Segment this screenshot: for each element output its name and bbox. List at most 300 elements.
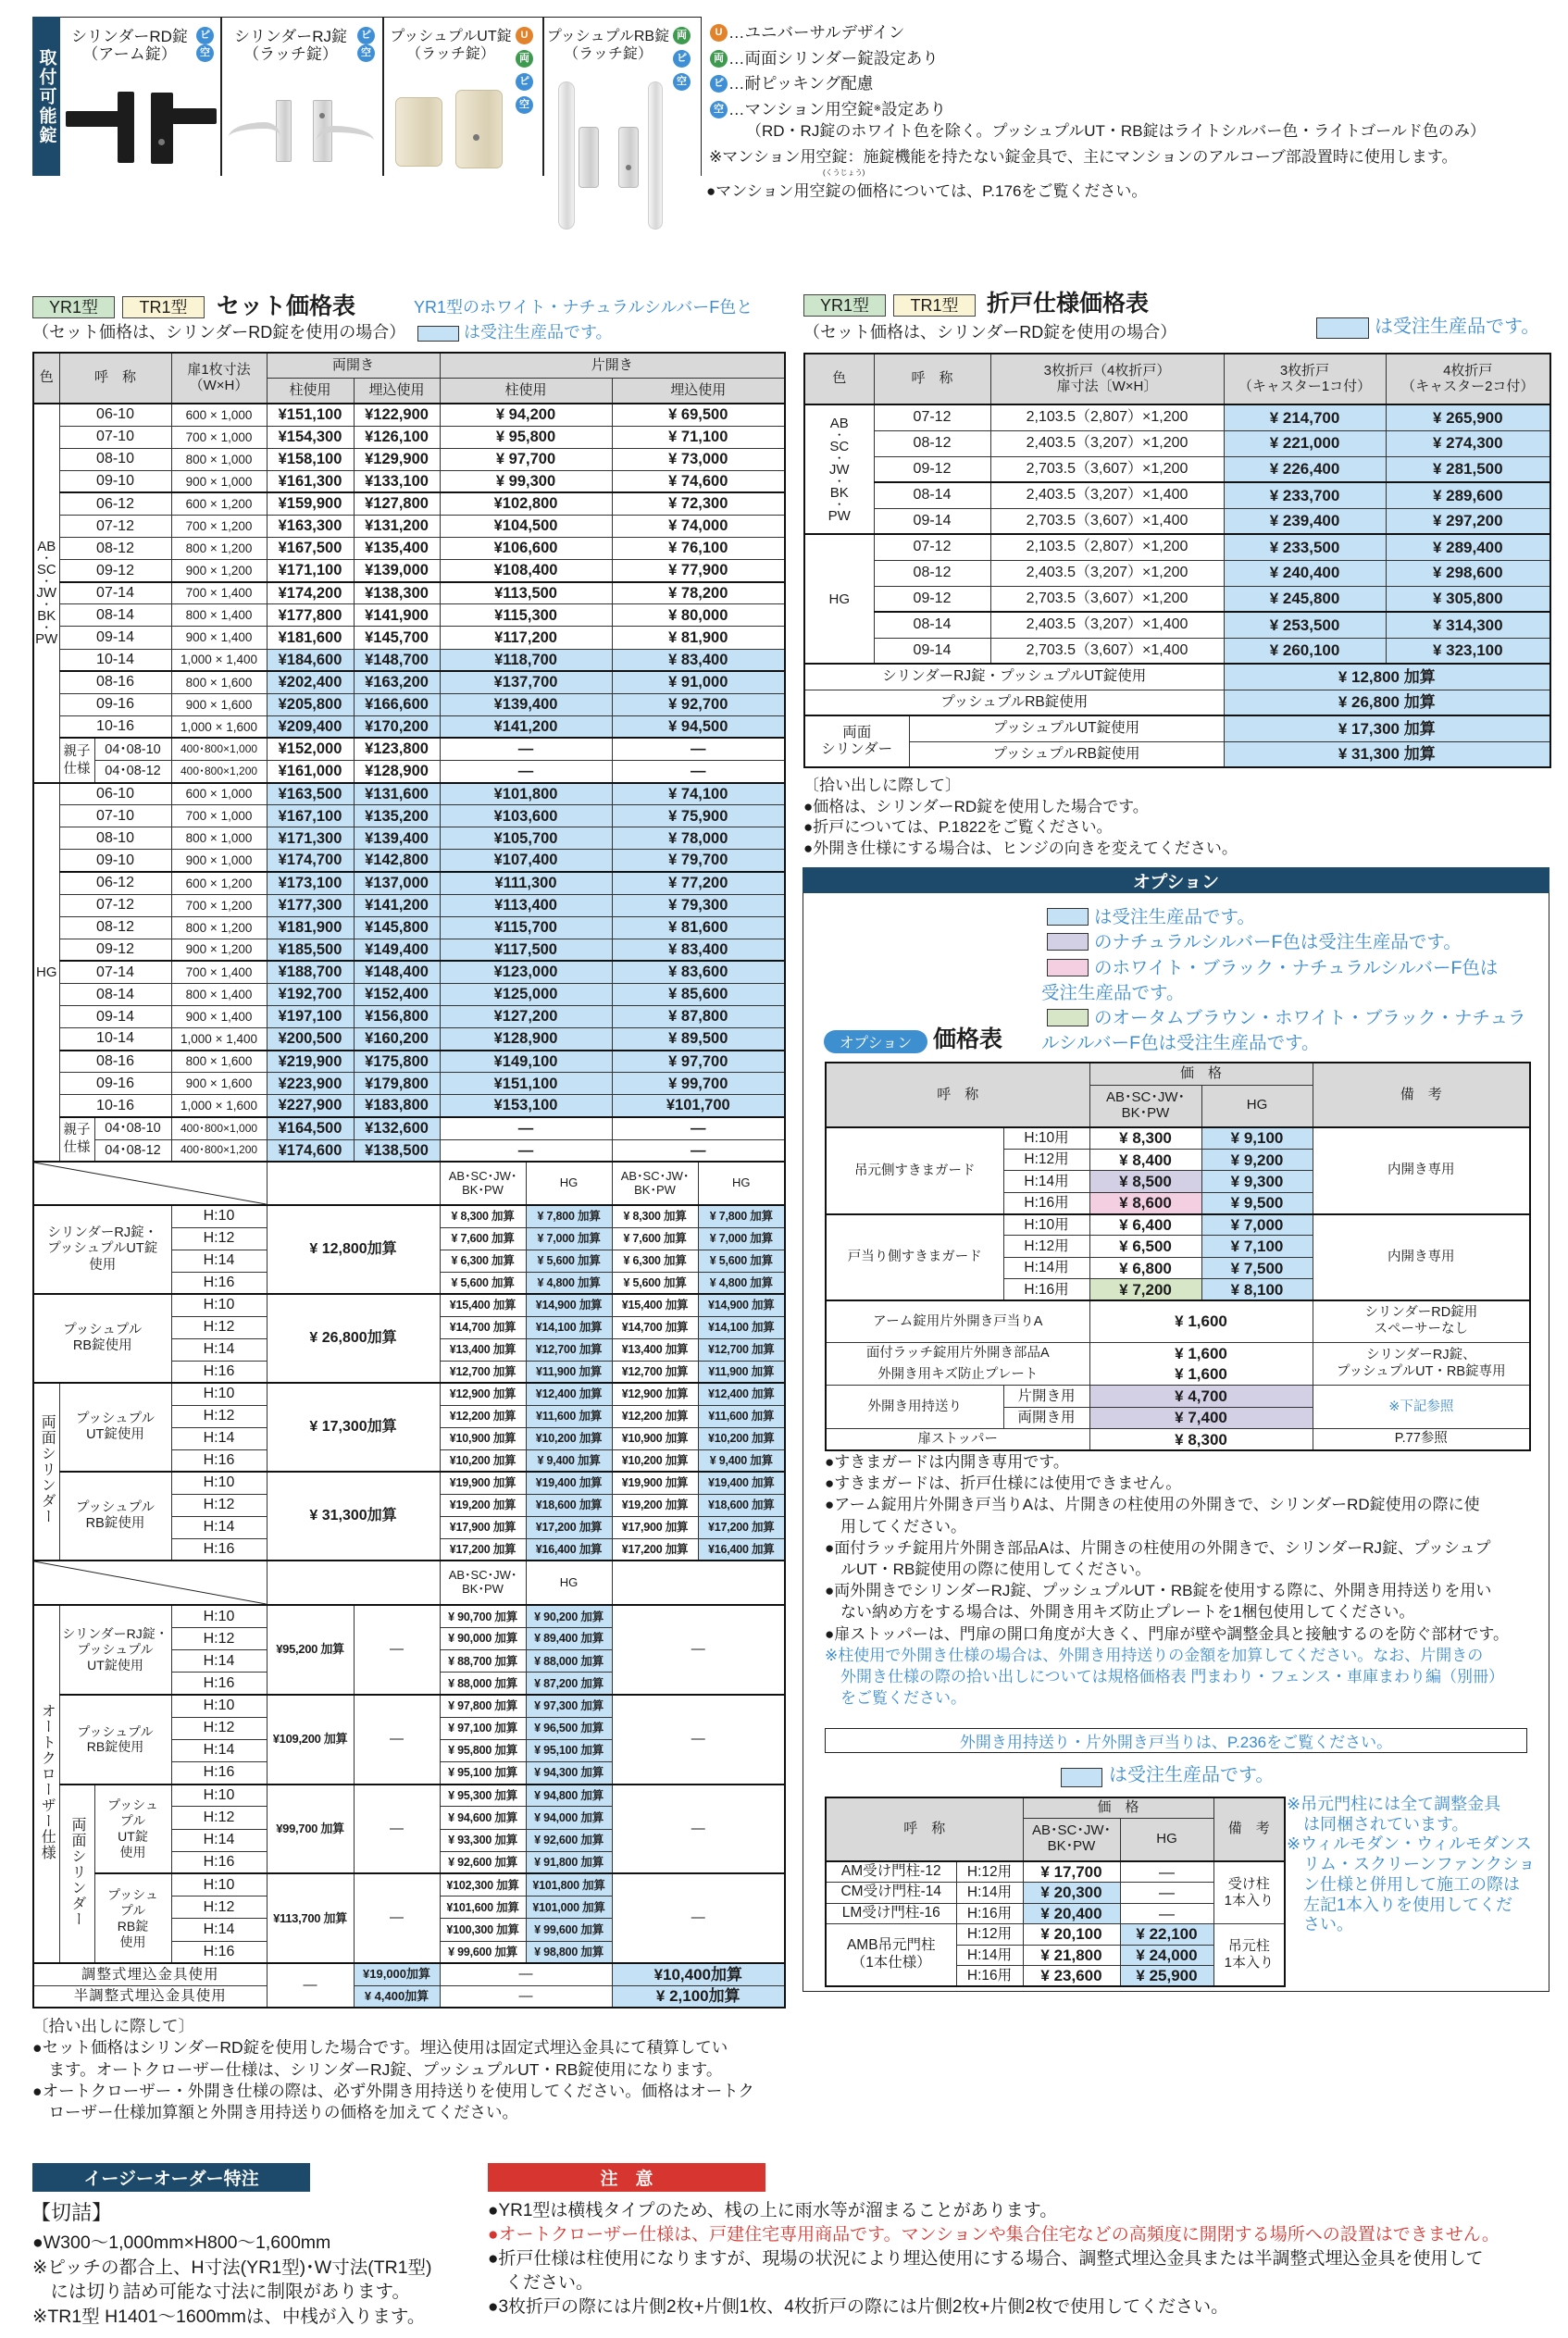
lock-type-rj: （ラッチ錠） — [243, 45, 338, 63]
option-name: 吊元側すきまガード — [826, 1127, 1003, 1214]
cut-down-heading: 【切詰】 — [31, 2201, 113, 2224]
note-item: ●両外開きでシリンダーRJ錠、プッシュプルUT・RB錠を使用する際に、外開き用持送りを用い ない納め方をする場合は、外開き用キズ防止プレートを1梱包使用してください。 — [825, 1582, 1492, 1622]
door-size: 900 × 1,400 — [171, 1006, 267, 1028]
color-swatch — [1047, 959, 1089, 976]
caution-item-emphasis: ●オートクローザー仕様は、戸建住宅専用商品です。マンションや集合住宅などの高頻度に開閉する場所への設置はできません。 — [488, 2225, 1500, 2245]
price-row — [33, 850, 785, 872]
height-label: H:12 — [171, 1227, 267, 1250]
color-group — [804, 404, 874, 534]
lock-type-ut: （ラッチ錠） — [406, 46, 495, 62]
price-3-panel: ¥ 221,000 — [1224, 430, 1386, 456]
surcharge-row — [33, 1383, 785, 1405]
autocloser-value: ¥100,300 加算 — [440, 1919, 526, 1941]
not-available-dash: — — [440, 1963, 612, 1985]
height-label: H:16 — [171, 1673, 267, 1695]
surcharge-value: ¥ 5,600 加算 — [526, 1250, 612, 1272]
autocloser-value: ¥ 96,500 加算 — [526, 1717, 612, 1739]
price-double-pillar: ¥158,100 — [267, 448, 354, 470]
price-double-embed: ¥156,800 — [354, 1006, 440, 1028]
set-price-table-title: セット価格表 — [217, 293, 356, 319]
price-double-embed: ¥141,200 — [354, 894, 440, 916]
lock-name-rj: シリンダーRJ錠 — [233, 28, 348, 45]
price-double-embed: ¥129,900 — [354, 448, 440, 470]
dummy-lock-badge-icon: 空 — [710, 101, 728, 118]
price: ¥ 1,600 — [1089, 1300, 1313, 1342]
price-row — [804, 482, 1550, 508]
price-row — [804, 456, 1550, 482]
header-double-embed: 埋込使用 — [354, 379, 440, 404]
autocloser-value: ¥ 90,000 加算 — [440, 1627, 526, 1649]
height-label: H:12用 — [1003, 1236, 1089, 1257]
price-double-embed: ¥123,800 — [354, 738, 440, 760]
price-4-panel: ¥ 289,600 — [1386, 482, 1550, 508]
price-hg: — — [1120, 1861, 1213, 1883]
autocloser-subheader — [33, 1561, 785, 1605]
model-code: 04･08-12 — [94, 1139, 171, 1162]
price-single-pillar: ¥105,700 — [440, 827, 612, 850]
height-label: H:14 — [171, 1739, 267, 1761]
surcharge-value: ¥ 6,300 加算 — [440, 1250, 526, 1272]
price-row — [804, 534, 1550, 560]
price-double-embed: ¥128,900 — [354, 761, 440, 783]
parent-child-label — [59, 738, 94, 782]
model-code: 07-12 — [874, 534, 990, 560]
header-color-ab: AB･SC･JW･ BK･PW — [1089, 1085, 1201, 1127]
price-single-pillar: ¥127,200 — [440, 1006, 612, 1028]
model-code: 09-12 — [874, 456, 990, 482]
price: ¥ 7,400 — [1089, 1407, 1313, 1428]
model-code: 08-14 — [59, 604, 171, 627]
post-name: AM受け門柱-12 — [826, 1861, 956, 1883]
price-row — [33, 671, 785, 693]
model-code: 06-12 — [59, 492, 171, 515]
dummy-lock-definition: ※マンション用空錠：施錠機能を持たない錠金具で、主にマンションのアルコーブ部設置時に使用します。 — [709, 148, 1458, 166]
legend-text: …耐ピッキング配慮 — [728, 74, 874, 93]
price-double-pillar: ¥173,100 — [267, 872, 354, 894]
header-double-door: 両開き — [267, 353, 440, 379]
legend-double-cylinder — [710, 49, 939, 68]
legend-anti-picking — [710, 74, 873, 93]
price-double-embed: ¥148,400 — [354, 961, 440, 983]
anti-picking-badge-icon: ピ — [196, 27, 214, 44]
color-column-header: HG — [698, 1162, 785, 1205]
double-cylinder-badge-icon: 両 — [673, 27, 691, 44]
options-section-header: オプション — [803, 867, 1549, 893]
rj-lock-photo — [227, 96, 380, 167]
autocloser-value: ¥ 94,000 加算 — [526, 1807, 612, 1829]
made-to-order-swatch — [417, 326, 459, 342]
surcharge-value: ¥17,200 加算 — [698, 1516, 785, 1538]
door-size: 600 × 1,200 — [171, 492, 267, 515]
price-double-embed: ¥135,400 — [354, 538, 440, 560]
surcharge-value: ¥17,200 加算 — [612, 1538, 698, 1561]
rd-lock-photo — [65, 89, 220, 167]
double-cylinder-label-text: 両面シリンダー — [69, 1816, 85, 1927]
color-group — [804, 534, 874, 664]
door-size: 1,000 × 1,600 — [171, 1095, 267, 1117]
price-hg: — — [1120, 1883, 1213, 1904]
option-name: 扉ストッパー — [826, 1429, 1089, 1450]
lock-badges-rd — [196, 27, 214, 62]
color-swatch — [1047, 1009, 1089, 1026]
surcharge-value: ¥ 7,600 加算 — [440, 1227, 526, 1250]
surcharge-value: ¥ 7,800 加算 — [526, 1205, 612, 1227]
price-3-panel: ¥ 233,500 — [1224, 534, 1386, 560]
surcharge-value: ¥11,600 加算 — [526, 1405, 612, 1427]
price-single-embed: ¥ 81,900 — [612, 627, 785, 649]
price-double-embed: ¥160,200 — [354, 1028, 440, 1051]
note-item: ●面付ラッチ錠用片外開き部品Aは、片開きの柱使用の外開きで、シリンダーRJ錠、プッシュプ ルUT・RB錠使用の際に使用してください。 — [825, 1538, 1491, 1579]
autocloser-value: ¥ 90,200 加算 — [526, 1605, 612, 1627]
price-single-pillar: ¥153,100 — [440, 1095, 612, 1117]
color-swatch — [1047, 933, 1089, 951]
remarks: シリンダーRJ錠、 プッシュプルUT・RB錠専用 — [1313, 1342, 1530, 1386]
door-size: 900 × 1,000 — [171, 470, 267, 492]
price-hg: ¥ 9,200 — [1201, 1149, 1313, 1170]
remarks: シリンダーRD錠用 スペーサーなし — [1313, 1300, 1530, 1342]
height-label: H:16用 — [1003, 1279, 1089, 1300]
surcharge-label: シリンダーRJ錠・プッシュプルUT錠使用 — [804, 664, 1224, 690]
price-double-pillar: ¥167,500 — [267, 538, 354, 560]
lock-type-label: シリンダーRJ錠・ プッシュプル UT錠使用 — [59, 1605, 171, 1695]
surcharge-value: ¥ 7,800 加算 — [698, 1205, 785, 1227]
dummy-lock-price-note: ●マンション用空錠の価格については、P.176をご覧ください。 — [706, 182, 1148, 200]
option-name: 外開き用キズ防止プレート — [826, 1364, 1089, 1386]
legend-dummy-lock: 空 …マンション用空錠 ※ 設定あり — [710, 100, 946, 118]
parent-child-label-line: 仕様 — [63, 1140, 91, 1156]
door-size: 1,000 × 1,400 — [171, 1028, 267, 1051]
door-size: 900 × 1,200 — [171, 939, 267, 961]
height-label: H:12 — [171, 1717, 267, 1739]
height-label: H:10 — [171, 1873, 267, 1896]
price-ab: ¥ 17,700 — [1023, 1861, 1120, 1883]
model-code: 08-16 — [59, 1051, 171, 1073]
price-double-embed: ¥132,600 — [354, 1117, 440, 1139]
price-single-pillar: — — [440, 738, 612, 760]
price-row — [33, 872, 785, 894]
note-item: ●すきまガードは内開き専用です。 — [825, 1453, 1069, 1471]
price-row — [33, 715, 785, 738]
price-row — [33, 604, 785, 627]
not-available-dash: — — [267, 1963, 354, 2008]
price-double-pillar: ¥209,400 — [267, 715, 354, 738]
surcharge-value: ¥14,700 加算 — [440, 1316, 526, 1338]
fold-price-table-subtitle: （セット価格は、シリンダーRD錠を使用の場合） — [803, 323, 1177, 342]
color-code: PW — [828, 507, 851, 524]
model-code: 09-14 — [59, 1006, 171, 1028]
surcharge-value: ¥12,700 加算 — [526, 1338, 612, 1361]
price-double-pillar: ¥174,700 — [267, 850, 354, 872]
made-to-order-notice: は受注生産品です。 — [1109, 1765, 1275, 1785]
price-row — [804, 560, 1550, 586]
price-single-pillar: — — [440, 761, 612, 783]
price-double-embed: ¥145,700 — [354, 627, 440, 649]
price-ab: ¥ 7,200 — [1089, 1279, 1201, 1300]
price-row — [33, 738, 785, 760]
price-row — [804, 430, 1550, 456]
surcharge-value: ¥14,100 加算 — [526, 1316, 612, 1338]
parent-child-label-line: 仕様 — [63, 761, 91, 777]
diagonal-header — [33, 1162, 267, 1205]
embed-hardware-row — [33, 1985, 785, 2008]
surcharge-total: ¥ 17,300加算 — [267, 1383, 440, 1472]
lock-name-rb: プッシュプルRB錠 — [546, 29, 670, 44]
model-code: 09-12 — [874, 586, 990, 612]
header-remarks: 備 考 — [1313, 1063, 1530, 1127]
price-row — [33, 693, 785, 715]
height-label: H:16 — [171, 1941, 267, 1963]
price: ¥ 1,600 — [1089, 1342, 1313, 1363]
price-single-pillar: ¥104,500 — [440, 515, 612, 537]
header-name: 呼 称 — [826, 1797, 1023, 1861]
model-code: 10-14 — [59, 1028, 171, 1051]
price-ab: ¥ 20,400 — [1023, 1903, 1120, 1924]
color-code: SC — [829, 438, 850, 454]
not-available-dash: — — [612, 1605, 785, 1695]
price-double-embed: ¥175,800 — [354, 1051, 440, 1073]
surcharge-value: ¥12,700 加算 — [440, 1361, 526, 1383]
surcharge-row — [33, 1472, 785, 1494]
color-code: SC — [36, 562, 56, 578]
price-row — [33, 1073, 785, 1095]
legend-text: は受注生産品です。 — [1094, 907, 1255, 927]
pull-bar — [558, 81, 575, 230]
price-double-pillar: ¥202,400 — [267, 671, 354, 693]
surcharge-value: ¥19,900 加算 — [440, 1472, 526, 1494]
diagonal-line — [34, 1163, 267, 1204]
price-single-pillar: ¥ 99,300 — [440, 470, 612, 492]
lever-handle — [172, 108, 217, 124]
door-size: 900 × 1,200 — [171, 560, 267, 582]
lock-badges-rj — [357, 27, 375, 62]
yr1-type-badge: YR1型 — [803, 294, 886, 317]
lock-type-label: プッシュプル RB錠使用 — [33, 1294, 171, 1383]
price-single-pillar: ¥106,600 — [440, 538, 612, 560]
price-single-embed: ¥ 91,000 — [612, 671, 785, 693]
blue-note: ※柱使用で外開き仕様の場合は、外開き用持送りの金額を加算してください。なお、片開きの 外開き仕様の際の拾い出しについては規格価格表 門まわり・フェンス・車庫まわり編（別冊） をご覧ください。 — [825, 1646, 1505, 1708]
header-single-pillar: 柱使用 — [440, 379, 612, 404]
price-single-pillar: ¥102,800 — [440, 492, 612, 515]
price-double-embed: ¥179,800 — [354, 1073, 440, 1095]
autocloser-value: ¥ 94,300 加算 — [526, 1762, 612, 1785]
price-single-pillar: ¥149,100 — [440, 1051, 612, 1073]
header-name: 呼 称 — [874, 354, 990, 404]
price-double-pillar: ¥177,300 — [267, 894, 354, 916]
surcharge-total: ¥ 26,800加算 — [267, 1294, 440, 1383]
embed-double-value: ¥ 4,400加算 — [354, 1985, 440, 2008]
post-row — [826, 1924, 1285, 1946]
lever-handle — [66, 111, 121, 127]
model-code: 10-14 — [59, 649, 171, 671]
price-row — [33, 939, 785, 961]
price-4-panel: ¥ 289,400 — [1386, 534, 1550, 560]
price: ¥ 1,600 — [1089, 1364, 1313, 1386]
price-single-pillar: ¥ 94,200 — [440, 404, 612, 426]
note-item: ●セット価格はシリンダーRD錠を使用した場合です。埋込使用は固定式埋込金具にて積算してい ます。オートクローザー仕様は、シリンダーRJ錠、プッシュプルUT・RB錠使用になります。 — [32, 2038, 728, 2079]
surcharge-value: ¥10,200 加算 — [612, 1449, 698, 1472]
price-double-pillar: ¥200,500 — [267, 1028, 354, 1051]
escutcheon-plate — [151, 93, 173, 164]
price-single-embed: ¥ 78,000 — [612, 827, 785, 850]
surcharge-label: プッシュプルRB錠使用 — [909, 741, 1224, 767]
remarks: P.77参照 — [1313, 1429, 1530, 1450]
price-row — [33, 827, 785, 850]
autocloser-value: ¥ 94,800 加算 — [526, 1785, 612, 1807]
height-label: H:16 — [171, 1272, 267, 1294]
price-single-pillar: ¥137,700 — [440, 671, 612, 693]
price-single-embed: ¥ 89,500 — [612, 1028, 785, 1051]
price-single-pillar: — — [440, 1117, 612, 1139]
price-row — [33, 1095, 785, 1117]
surcharge-value: ¥12,400 加算 — [526, 1383, 612, 1405]
model-code: 07-12 — [59, 894, 171, 916]
post-row — [826, 1861, 1285, 1883]
price-hg: ¥ 7,100 — [1201, 1236, 1313, 1257]
double-cylinder-label: 両面 シリンダー — [804, 715, 909, 767]
model-code: 08-10 — [59, 827, 171, 850]
price-single-pillar: ¥107,400 — [440, 850, 612, 872]
height-label: H:16 — [171, 1851, 267, 1873]
remarks: 内開き専用 — [1313, 1127, 1530, 1214]
made-to-order-swatch — [1316, 317, 1369, 339]
price-ab: ¥ 6,800 — [1089, 1257, 1201, 1278]
price-double-pillar: ¥205,800 — [267, 693, 354, 715]
surcharge-value: ¥ 7,000 加算 — [698, 1227, 785, 1250]
lock-type-label: プッシュプル RB錠使用 — [59, 1695, 171, 1785]
price-row — [33, 404, 785, 426]
keyhole-icon — [473, 134, 479, 141]
price-double-embed: ¥142,800 — [354, 850, 440, 872]
anti-picking-badge-icon: ピ — [357, 27, 375, 44]
door-size: 800 × 1,600 — [171, 671, 267, 693]
price-double-embed: ¥163,200 — [354, 671, 440, 693]
price-row — [33, 805, 785, 827]
price-single-embed: ¥ 77,200 — [612, 872, 785, 894]
price-double-pillar: ¥181,900 — [267, 916, 354, 939]
autocloser-total: ¥99,700 加算 — [267, 1785, 354, 1874]
price-double-pillar: ¥171,300 — [267, 827, 354, 850]
color-column-header: AB･SC･JW･ BK･PW — [440, 1162, 526, 1205]
door-size: 700 × 1,200 — [171, 894, 267, 916]
header-color-hg: HG — [1201, 1085, 1313, 1127]
fold-table-body — [804, 354, 1550, 767]
surcharge-value: ¥17,900 加算 — [440, 1516, 526, 1538]
price-double-pillar: ¥177,800 — [267, 604, 354, 627]
option-row — [826, 1386, 1530, 1407]
embed-double-value: ¥19,000加算 — [354, 1963, 440, 1985]
price-double-pillar: ¥167,100 — [267, 805, 354, 827]
lock-name-ut: プッシュプルUT錠 — [390, 29, 512, 44]
height-label: H:10 — [171, 1695, 267, 1717]
header-row — [826, 1797, 1285, 1818]
anti-picking-badge-icon: ピ — [673, 50, 691, 68]
legend-text: のホワイト・ブラック・ナチュラルシルバーF色は 受注生産品です。 — [1041, 957, 1499, 1003]
price-row — [33, 983, 785, 1005]
surcharge-value: ¥11,600 加算 — [698, 1405, 785, 1427]
model-code: 04･08-10 — [94, 1117, 171, 1139]
price-single-embed: ¥ 99,700 — [612, 1073, 785, 1095]
price-row — [33, 1028, 785, 1051]
lock-type-rd: （アーム錠） — [82, 45, 177, 63]
autocloser-value: ¥ 95,100 加算 — [526, 1739, 612, 1761]
price-4-panel: ¥ 298,600 — [1386, 560, 1550, 586]
price-single-pillar: ¥141,200 — [440, 715, 612, 738]
surcharge-total: ¥ 31,300加算 — [267, 1472, 440, 1561]
height-label: H:10 — [171, 1605, 267, 1627]
price-single-embed: ¥ 77,900 — [612, 560, 785, 582]
model-code: 08-14 — [874, 612, 990, 638]
model-code: 10-16 — [59, 1095, 171, 1117]
autocloser-value: ¥101,000 加算 — [526, 1897, 612, 1919]
autocloser-row — [33, 1873, 785, 1896]
surcharge-value: ¥17,200 加算 — [526, 1516, 612, 1538]
price-single-pillar: ¥113,400 — [440, 894, 612, 916]
price-double-embed: ¥166,600 — [354, 693, 440, 715]
notes-heading: 〔拾い出しに際して〕 — [803, 777, 961, 794]
price-double-embed: ¥145,800 — [354, 916, 440, 939]
note-item: ※ウィルモダン・ウィルモダンス リム・スクリーンファンクショ ン仕様と併用して施工の際は 左記1本入りを使用してくだ さい。 — [1287, 1834, 1536, 1934]
header-single-door: 片開き — [440, 353, 785, 379]
height-label: H:16 — [171, 1538, 267, 1561]
legend-text: 設定あり — [881, 100, 947, 118]
price-4-panel: ¥ 281,500 — [1386, 456, 1550, 482]
surcharge-value: ¥ 4,800 加算 — [526, 1272, 612, 1294]
options-color-legend — [1041, 905, 1525, 1057]
price-hg: ¥ 25,900 — [1120, 1966, 1213, 1987]
model-code: 08-12 — [59, 916, 171, 939]
surcharge-value: ¥ 9,400 加算 — [698, 1449, 785, 1472]
color-code-stack — [805, 417, 874, 523]
height-label: H:10 — [171, 1205, 267, 1227]
surcharge-value: ¥ 7,600 加算 — [612, 1227, 698, 1250]
price-row — [804, 612, 1550, 638]
height-label: H:14 — [171, 1250, 267, 1272]
lock-type-label: プッシュ プル RB錠 使用 — [94, 1873, 171, 1963]
keyhole-icon — [158, 139, 165, 145]
color-code: PW — [35, 631, 58, 648]
diagonal-header — [33, 1561, 267, 1605]
surcharge-value: ¥ 5,600 加算 — [440, 1272, 526, 1294]
color-code: JW — [828, 461, 850, 478]
model-code: 07-14 — [59, 582, 171, 604]
post-name: CM受け門柱-14 — [826, 1883, 956, 1904]
note-item: ●価格は、シリンダーRD錠を使用した場合です。 — [803, 797, 1149, 815]
surcharge-value: ¥18,600 加算 — [526, 1494, 612, 1516]
price-ab: ¥ 23,600 — [1023, 1966, 1120, 1987]
price-single-embed: — — [612, 738, 785, 760]
price-double-pillar: ¥151,100 — [267, 404, 354, 426]
model-code: 09-16 — [59, 1073, 171, 1095]
price-double-embed: ¥133,100 — [354, 470, 440, 492]
reference-box: 外開き用持送り・片外開き戸当りは、P.236をご覧ください。 — [825, 1728, 1527, 1753]
price-double-pillar: ¥161,300 — [267, 470, 354, 492]
door-size: 800 × 1,400 — [171, 604, 267, 627]
not-available-dash: — — [354, 1605, 440, 1695]
door-size: 600 × 1,000 — [171, 783, 267, 805]
door-size: 1,000 × 1,400 — [171, 649, 267, 671]
price: ¥ 8,300 — [1089, 1429, 1313, 1450]
easy-order-header: イージーオーダー特注 — [32, 2163, 310, 2192]
surcharge-value: ¥16,400 加算 — [526, 1538, 612, 1561]
price-4-panel: ¥ 323,100 — [1386, 638, 1550, 664]
price-double-pillar: ¥163,500 — [267, 783, 354, 805]
surcharge-value: ¥16,400 加算 — [698, 1538, 785, 1561]
model-code: 09-14 — [874, 638, 990, 664]
height-label: H:12用 — [956, 1861, 1023, 1883]
price-single-embed: ¥ 71,100 — [612, 426, 785, 448]
autocloser-value: ¥ 87,200 加算 — [526, 1673, 612, 1695]
price-single-embed: — — [612, 761, 785, 783]
